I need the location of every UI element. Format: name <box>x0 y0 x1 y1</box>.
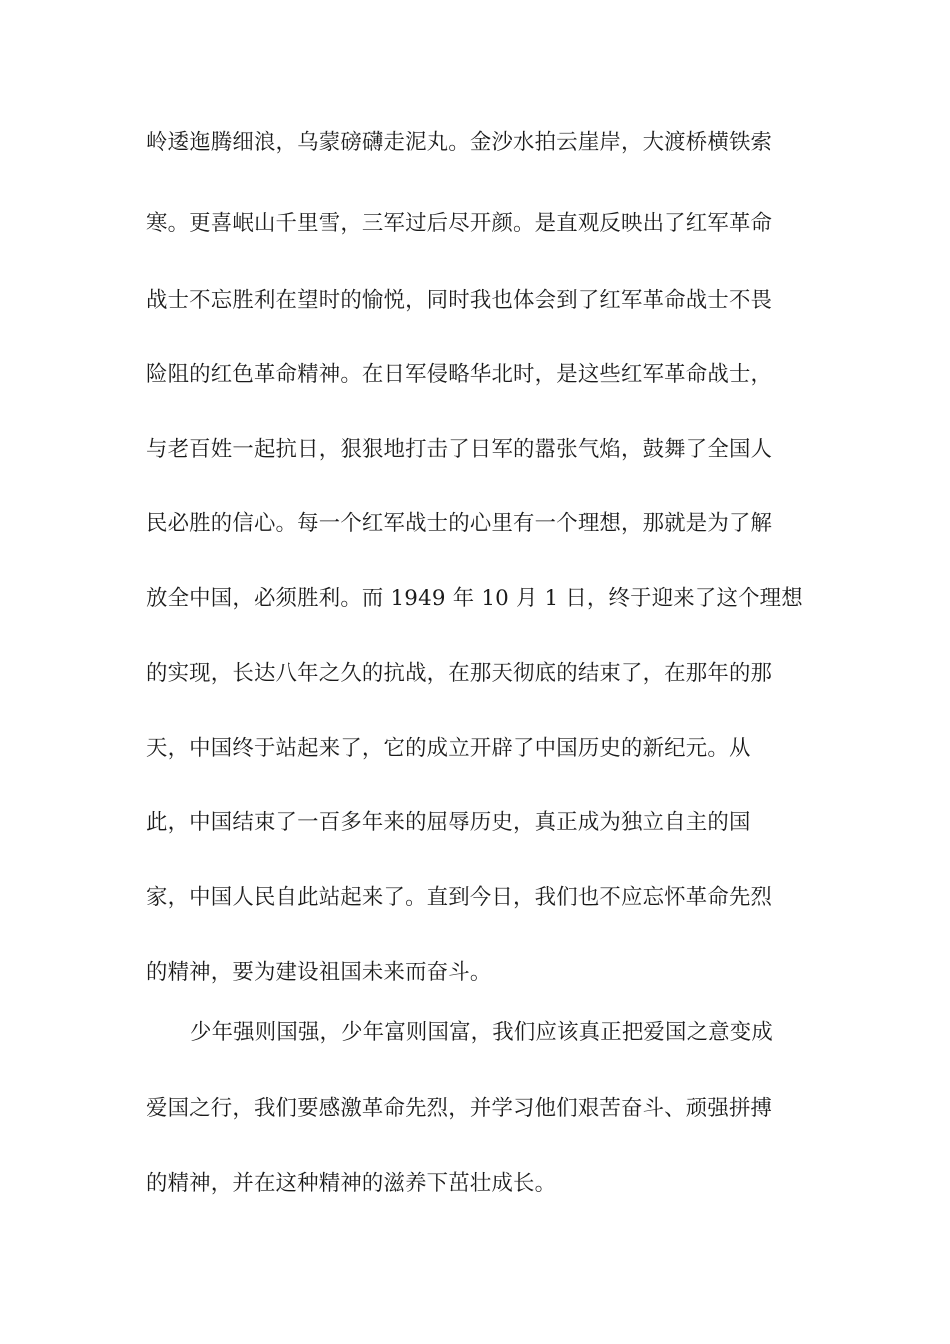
text-line: 的精神，并在这种精神的滋养下茁壮成长。 <box>146 1171 557 1196</box>
text-line: 战士不忘胜利在望时的愉悦，同时我也体会到了红军革命战士不畏 <box>146 288 773 313</box>
text-line: 寒。更喜岷山千里雪，三军过后尽开颜。是直观反映出了红军革命 <box>146 211 773 236</box>
text-line: 天，中国终于站起来了，它的成立开辟了中国历史的新纪元。从 <box>146 736 751 761</box>
text-line: 岭逶迤腾细浪，乌蒙磅礴走泥丸。金沙水拍云崖岸，大渡桥横铁索 <box>146 130 773 155</box>
paragraph-first-line: 少年强则国强，少年富则国富，我们应该真正把爱国之意变成 <box>190 1020 773 1045</box>
text-line: 的实现，长达八年之久的抗战，在那天彻底的结束了，在那年的那 <box>146 661 773 686</box>
text-line: 的精神，要为建设祖国未来而奋斗。 <box>146 960 492 985</box>
text-line: 险阻的红色革命精神。在日军侵略华北时，是这些红军革命战士， <box>146 362 773 387</box>
text-line: 此，中国结束了一百多年来的屈辱历史，真正成为独立自主的国 <box>146 810 751 835</box>
text-line: 家，中国人民自此站起来了。直到今日，我们也不应忘怀革命先烈 <box>146 885 773 910</box>
text-line: 爱国之行，我们要感激革命先烈，并学习他们艰苦奋斗、顽强拼搏 <box>146 1096 773 1121</box>
text-line: 与老百姓一起抗日，狠狠地打击了日军的嚣张气焰，鼓舞了全国人 <box>146 437 773 462</box>
text-line: 放全中国，必须胜利。而 1949 年 10 月 1 日，终于迎来了这个理想 <box>146 586 803 611</box>
text-line: 民必胜的信心。每一个红军战士的心里有一个理想，那就是为了解 <box>146 511 773 536</box>
